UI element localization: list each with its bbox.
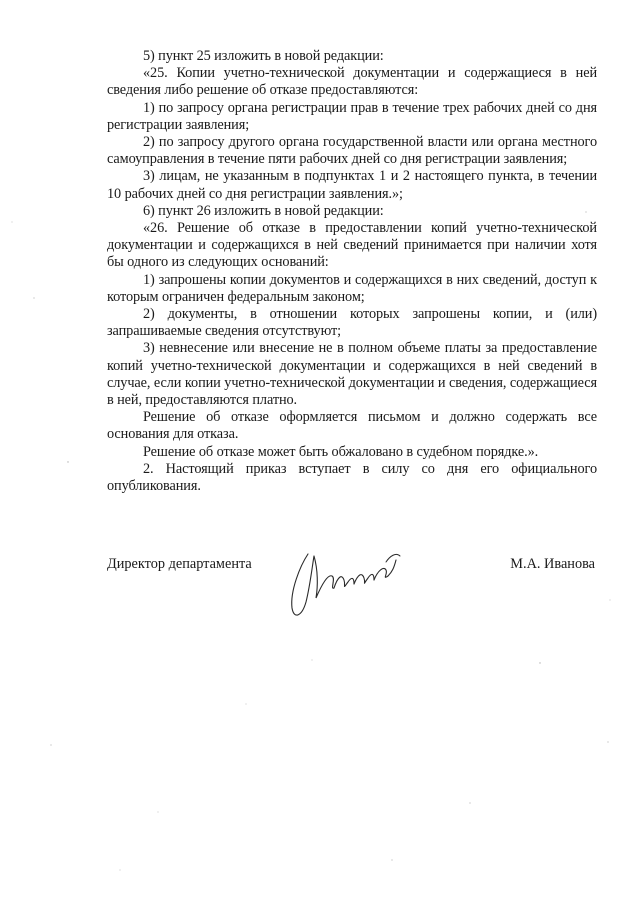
paragraph: 2. Настоящий приказ вступает в силу со дня его официального опубликования. bbox=[107, 460, 597, 495]
paragraph: 3) лицам, не указанным в подпунктах 1 и 2 настоящего пункта, в течении 10 рабочих дней со дня регистрации заявления.»; bbox=[107, 168, 597, 202]
paragraph: 3) невнесение или внесение не в полном объеме платы за предоставление копий учетно-технической документации и содержащихся в ней сведений в случае, если копии учетно-технической документации и сведения, содержащиеся в ней, предоставляются платно. bbox=[107, 340, 597, 409]
paragraph: Решение об отказе оформляется письмом и должно содержать все основания для отказа. bbox=[107, 409, 597, 443]
paragraph: Решение об отказе может быть обжаловано в судебном порядке.». bbox=[143, 443, 539, 460]
signatory-title: Директор департамента bbox=[107, 556, 252, 572]
paragraph: 2) по запросу другого органа государственной власти или органа местного самоуправления в течение пяти рабочих дней со дня регистрации заявления; bbox=[107, 134, 597, 168]
paragraph: «25. Копии учетно-технической документации и содержащиеся в ней сведения либо решение об отказе предоставляются: bbox=[107, 65, 597, 99]
paragraph: 6) пункт 26 изложить в новой редакции: bbox=[143, 202, 384, 219]
paragraph: «26. Решение об отказе в предоставлении копий учетно-технической документации и содержащихся в ней сведений принимается при наличии хотя бы одного из следующих оснований: bbox=[107, 220, 597, 271]
signatory-name: М.А. Иванова bbox=[510, 556, 595, 572]
paragraph: 1) запрошены копии документов и содержащихся в них сведений, доступ к которым ограничен федеральным законом; bbox=[107, 271, 597, 305]
paragraph: 5) пункт 25 изложить в новой редакции: bbox=[143, 48, 384, 64]
paragraph: 2) документы, в отношении которых запрошены копии, и (или) запрашиваемые сведения отсутствуют; bbox=[107, 306, 597, 340]
paragraph: 1) по запросу органа регистрации прав в течение трех рабочих дней со дня регистрации заявления; bbox=[107, 99, 597, 133]
